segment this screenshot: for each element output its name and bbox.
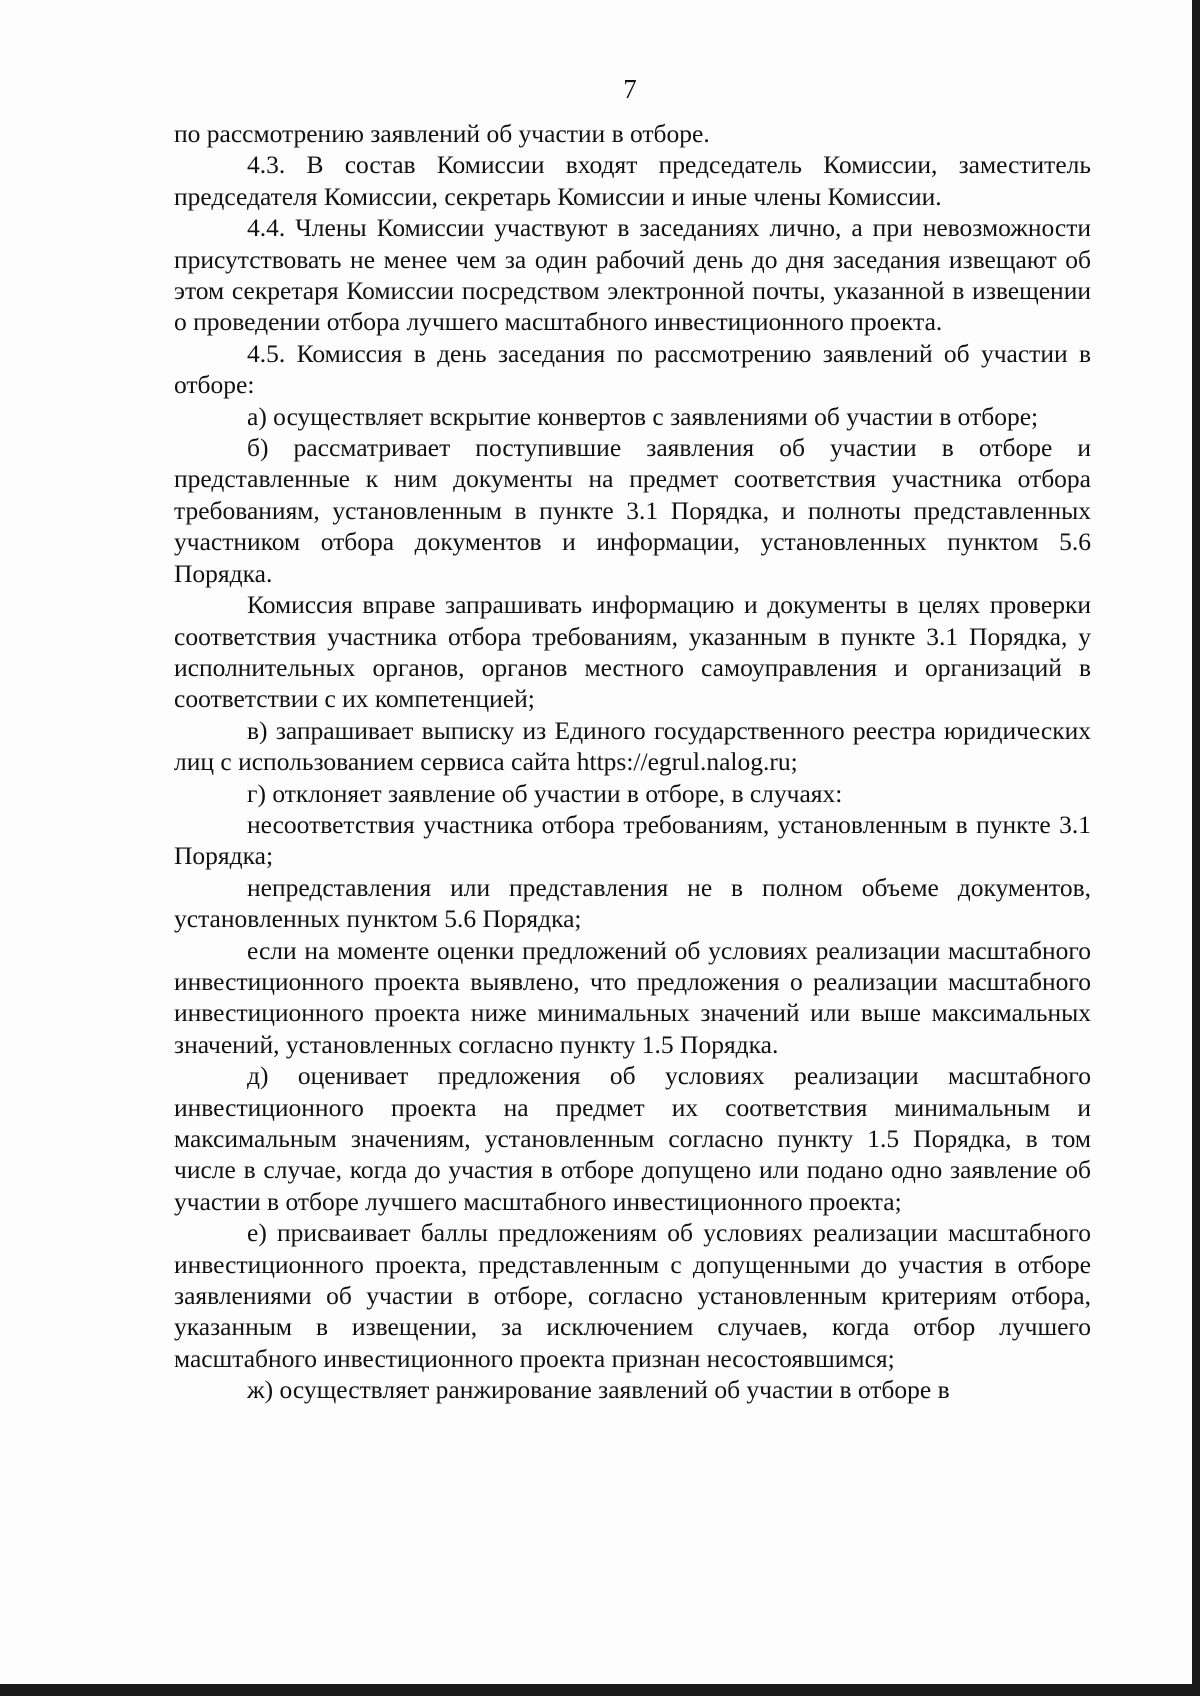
paragraph-continuation: по рассмотрению заявлений об участии в отборе. [174, 119, 710, 148]
paragraph-4-5: 4.5. Комиссия в день заседания по рассмотрению заявлений об участии в отборе: [174, 338, 1091, 400]
paragraph-commission-right: Комиссия вправе запрашивать информацию и документы в целях проверки соответствия участника отбора требованиям, указанным в пункте 3.1 Порядка, у исполнительных органов, органов местного самоуправления и организаций в соответствии с их компетенцией; [174, 590, 1091, 714]
paragraph-item-e: е) присваивает баллы предложениям об условиях реализации масштабного инвестиционного проекта, представленным с допущенными до участия в отборе заявлениями об участии в отборе, согласно установленным критериям отбора, указанным в извещении, за исключением случаев, когда отбор лучшего масштабного инвестиционного проекта признан несостоявшимся; [174, 1218, 1091, 1373]
paragraph-item-g: г) отклоняет заявление об участии в отборе, в случаях: [247, 778, 843, 808]
scan-border-right [1192, 0, 1200, 1696]
paragraph-item-d: д) оценивает предложения об условиях реализации масштабного инвестиционного проекта на предмет их соответствия минимальным и максимальным значениям, установленным согласно пункту 1.5 Порядка, в том числе в случае, когда до участия в отборе допущено или подано одно заявление об участии в отборе лучшего масштабного инвестиционного проекта; [174, 1061, 1091, 1216]
paragraph-item-a: а) осуществляет вскрытие конвертов с заявлениями об участии в отборе; [247, 401, 1039, 431]
paragraph-item-zh: ж) осуществляет ранжирование заявлений об участии в отборе в [247, 1375, 950, 1405]
scan-border-bottom [0, 1684, 1200, 1696]
paragraph-item-b: б) рассматривает поступившие заявления об участии в отборе и представленные к ним документы на предмет соответствия участника отбора требованиям, установленным в пункте 3.1 Порядка, и полноты представленных участником отбора документов и информации, установленных пунктом 5.6 Порядка. [174, 433, 1091, 588]
paragraph-4-3: 4.3. В состав Комиссии входят председатель Комиссии, заместитель председателя Комиссии, секретарь Комиссии и иные члены Комиссии. [174, 150, 1091, 211]
paragraph-item-v: в) запрашивает выписку из Единого государственного реестра юридических лиц с использованием сервиса сайта https://egrul.nalog.ru; [174, 715, 1091, 777]
document-body [174, 118, 1091, 1406]
paragraph-4-4: 4.4. Члены Комиссии участвуют в заседаниях лично, а при невозможности присутствовать не менее чем за один рабочий день до дня заседания извещают об этом секретаря Комиссии посредством электронной почты, указанной в извещении о проведении отбора лучшего масштабного инвестиционного проекта. [174, 213, 1091, 337]
paragraph-reject-case-1: несоответствия участника отбора требованиям, установленным в пункте 3.1 Порядка; [174, 809, 1091, 871]
page-number: 7 [623, 74, 637, 104]
paragraph-reject-case-3: если на моменте оценки предложений об условиях реализации масштабного инвестиционного проекта выявлено, что предложения о реализации масштабного инвестиционного проекта ниже минимальных значений или выше максимальных значений, установленных согласно пункту 1.5 Порядка. [174, 935, 1091, 1059]
paragraph-reject-case-2: непредставления или представления не в полном объеме документов, установленных пунктом 5.6 Порядка; [174, 872, 1091, 934]
